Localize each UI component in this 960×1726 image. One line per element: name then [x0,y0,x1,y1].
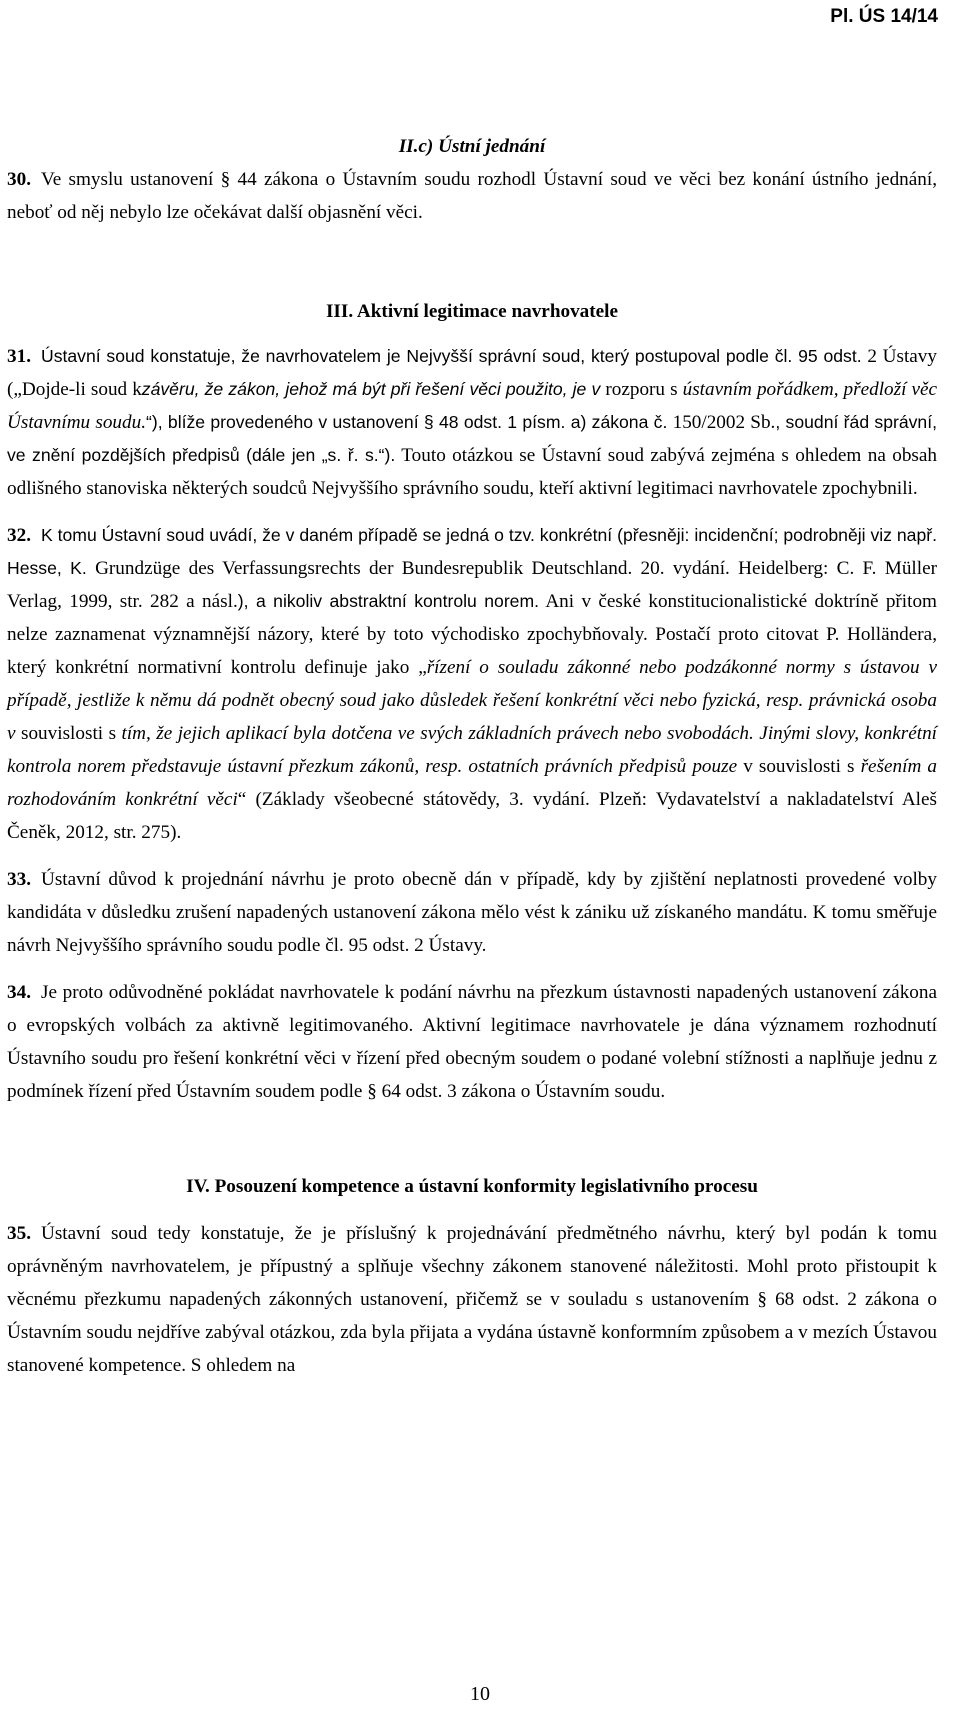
paragraph-31: 31. Ústavní soud konstatuje, že navrhovatelem je Nejvyšší správní soud, který postupoval podle čl. 95 odst. 2 Ústavy („Dojde-li soud kzávěru, že zákon, jehož má být při řešení věci použito, je v rozporu s ústavním pořádkem, předloží věc Ústavnímu soudu.“), blíže provedeného v ustanovení § 48 odst. 1 písm. a) zákona č. 150/2002 Sb., soudní řád správní, ve znění pozdějších předpisů (dále jen „s. ř. s.“). Touto otázkou se Ústavní soud zabývá zejména s ohledem na obsah odlišného stanoviska některých soudců Nejvyššího správního soudu, kteří aktivní legitimaci navrhovatele zpochybnili. [7,346,938,499]
paragraph-number: 31. [7,346,31,367]
paragraph-number: 30. [7,169,31,190]
paragraph-text: Ústavní soud tedy konstatuje, že je příslušný k projednávání předmětného návrhu, který byl podán k tomu oprávněným navrhovatelem, je přípustný a splňuje všechny zákonem stanovené náležitosti. Mohl proto přistoupit k věcnému přezkumu napadených zákonných ustanovení, přičemž se v souladu s ustanovením § 68 odst. 2 zákona o Ústavním soudu nejdříve zabýval otázkou, zda byla přijata a vydána ústavně konformním způsobem a v mezích Ústavou stanovené kompetence. S ohledem na [7,1223,937,1376]
paragraph-34 [7,976,937,1108]
case-reference: Pl. ÚS 14/14 [830,6,938,27]
paragraph-text: Ústavní důvod k projednání návrhu je proto obecně dán v případě, kdy by zjištění neplatnosti provedené volby kandidáta v důsledku zrušení napadených ustanovení zákona mělo vést k zániku už získaného mandátu. K tomu směřuje návrh Nejvyššího správního soudu podle čl. 95 odst. 2 Ústavy. [7,869,937,956]
paragraph-number: 35. [7,1223,31,1244]
paragraph-30 [7,163,937,229]
document-body [7,130,937,1382]
paragraph-number: 32. [7,525,31,546]
section-heading-oral-hearing: II.c) Ústní jednání [398,136,546,157]
paragraph-text: Je proto odůvodněné pokládat navrhovatele k podání návrhu na přezkum ústavnosti napadených ustanovení zákona o evropských volbách za aktivně legitimovaného. Aktivní legitimace navrhovatele je dána významem rozhodnutí Ústavního soudu pro řešení konkrétní věci v řízení před obecným soudem o podané volební stížnosti a naplňuje jednu z podmínek řízení před Ústavním soudem podle § 64 odst. 3 zákona o Ústavním soudu. [7,982,937,1102]
section-heading-active-standing: III. Aktivní legitimace navrhovatele [325,301,619,322]
paragraph-33 [7,863,937,962]
paragraph-number: 33. [7,869,31,890]
section-heading-competence: IV. Posouzení kompetence a ústavní konformity legislativního procesu [186,1176,758,1197]
paragraph-text: Ve smyslu ustanovení § 44 zákona o Ústavním soudu rozhodl Ústavní soud ve věci bez konání ústního jednání, neboť od něj nebylo lze očekávat další objasnění věci. [7,169,937,223]
page-number: 10 [470,1683,490,1705]
paragraph-number: 34. [7,982,31,1003]
paragraph-32: 32. K tomu Ústavní soud uvádí, že v daném případě se jedná o tzv. konkrétní (přesněji: incidenční; podrobněji viz např. Hesse, K. Grundzüge des Verfassungsrechts der Bundesrepublik Deutschland. 20. vydání. Heidelberg: C. F. Müller Verlag, 1999, str. 282 a násl.), a nikoliv abstraktní kontrolu norem. Ani v české konstitucionalistické doktríně přitom nelze zaznamenat významnější názory, které by toto východisko zpochybňovaly. Postačí proto citovat P. Holländera, který konkrétní normativní kontrolu definuje jako „řízení o souladu zákonné nebo podzákonné normy s ústavou v případě, jestliže k němu dá podnět obecný soud jako důsledek řešení konkrétní věci nebo fyzická, resp. právnická osoba v souvislosti s tím, že jejich aplikací byla dotčena ve svých základních právech nebo svobodách. Jinými slovy, konkrétní kontrola norem představuje ústavní přezkum zákonů, resp. ostatních právních předpisů pouze v souvislosti s řešením a rozhodováním konkrétní věci“ (Základy všeobecné státovědy, 3. vydání. Plzeň: Vydavatelství a nakladatelství Aleš Čeněk, 2012, str. 275). [7,525,937,843]
paragraph-35 [7,1217,937,1382]
